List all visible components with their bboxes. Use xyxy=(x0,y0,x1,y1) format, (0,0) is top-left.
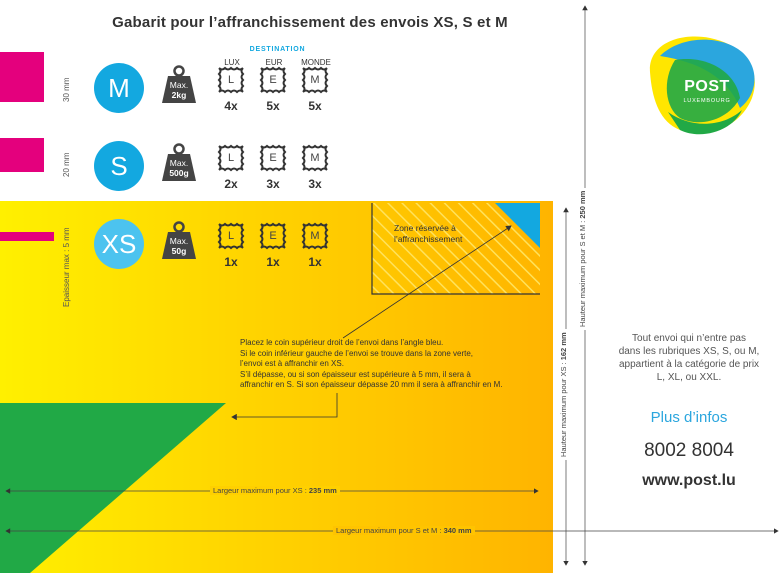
stamp-multiplier: 3x xyxy=(266,177,280,191)
stamp-letter: M xyxy=(310,230,320,242)
phone-number: 8002 8004 xyxy=(644,440,734,461)
weight-icon xyxy=(161,65,197,103)
column-monde: MONDE xyxy=(301,58,331,67)
weight-value: 2kg xyxy=(171,90,187,100)
stamp-icon xyxy=(300,221,330,251)
logo-text: POST xyxy=(684,78,730,95)
stamp-letter: E xyxy=(269,230,277,242)
thickness-label-m: 30 mm xyxy=(62,77,71,102)
stamp-multiplier: 1x xyxy=(266,255,280,269)
height-sm-label: Hauteur maximum pour S et M : 250 mm xyxy=(578,188,587,330)
width-sm-label: Largeur maximum pour S et M : 340 mm xyxy=(333,526,475,535)
stamp-multiplier: 5x xyxy=(266,99,280,113)
stamp-icon xyxy=(258,221,288,251)
height-xs-label: Hauteur maximum pour XS : 162 mm xyxy=(559,329,568,460)
column-lux: LUX xyxy=(224,58,240,67)
thickness-label-s: 20 mm xyxy=(62,152,71,177)
column-eur: EUR xyxy=(265,58,283,67)
width-xs-label: Largeur maximum pour XS : 235 mm xyxy=(210,486,340,495)
stamp-multiplier: 2x xyxy=(224,177,238,191)
stamp-letter: M xyxy=(310,74,320,86)
thickness-bar-s xyxy=(0,138,44,172)
thickness-bar-xs xyxy=(0,232,54,241)
green-zone xyxy=(0,403,226,573)
stamp-multiplier: 4x xyxy=(224,99,238,113)
stamp-multiplier: 5x xyxy=(308,99,322,113)
stamp-letter: M xyxy=(310,152,320,164)
stamp-multiplier: 3x xyxy=(308,177,322,191)
weight-value: 500g xyxy=(169,168,189,178)
stamp-multiplier: 1x xyxy=(308,255,322,269)
stamp-icon xyxy=(258,65,288,95)
weight-max-label: Max. xyxy=(169,236,189,246)
info-text: Tout envoi qui n’entre pas dans les rubriques XS, S, ou M, appartient à la catégorie de prix L, XL, ou XXL. xyxy=(618,333,760,383)
weight-value: 50g xyxy=(171,246,187,256)
category-badge-s: S xyxy=(94,141,144,191)
stamp-icon xyxy=(216,65,246,95)
stamp-icon xyxy=(216,143,246,173)
stamp-icon xyxy=(258,143,288,173)
stamp-multiplier: 1x xyxy=(224,255,238,269)
weight-icon xyxy=(161,221,197,259)
destination-header: DESTINATION xyxy=(249,46,306,53)
category-badge-m: M xyxy=(94,63,144,113)
thickness-label-xs: Epaisseur max : 5 mm xyxy=(62,227,71,307)
stamp-letter: L xyxy=(227,230,235,242)
stamp-icon xyxy=(300,143,330,173)
category-badge-xs: XS xyxy=(94,219,144,269)
stamp-icon xyxy=(300,65,330,95)
stamp-letter: E xyxy=(269,152,277,164)
page-title: Gabarit pour l’affranchissement des envois XS, S et M xyxy=(112,14,508,31)
instructions: Placez le coin supérieur droit de l’envoi dans l’angle bleu. Si le coin inférieur gauche de l’envoi se trouve dans la zone verte, l’envoi est à affranchir en XS. S’il dépasse, ou si son épaisseur est supérieure à 5 mm, il sera à affranchir en S. Si son épaisseur dépasse 20 mm il sera à affranchir en M. xyxy=(240,338,503,389)
website-link[interactable]: www.post.lu xyxy=(642,472,736,489)
thickness-bar-m xyxy=(0,52,44,102)
franking-zone-label: Zone réservée à l’affranchissement xyxy=(394,223,463,244)
stamp-icon xyxy=(216,221,246,251)
more-info-label: Plus d’infos xyxy=(650,409,728,426)
stamp-letter: L xyxy=(227,74,235,86)
logo-subtitle: LUXEMBOURG xyxy=(683,98,731,104)
weight-max-label: Max. xyxy=(169,158,189,168)
weight-max-label: Max. xyxy=(169,80,189,90)
stamp-letter: L xyxy=(227,152,235,164)
stamp-letter: E xyxy=(269,74,277,86)
weight-icon xyxy=(161,143,197,181)
